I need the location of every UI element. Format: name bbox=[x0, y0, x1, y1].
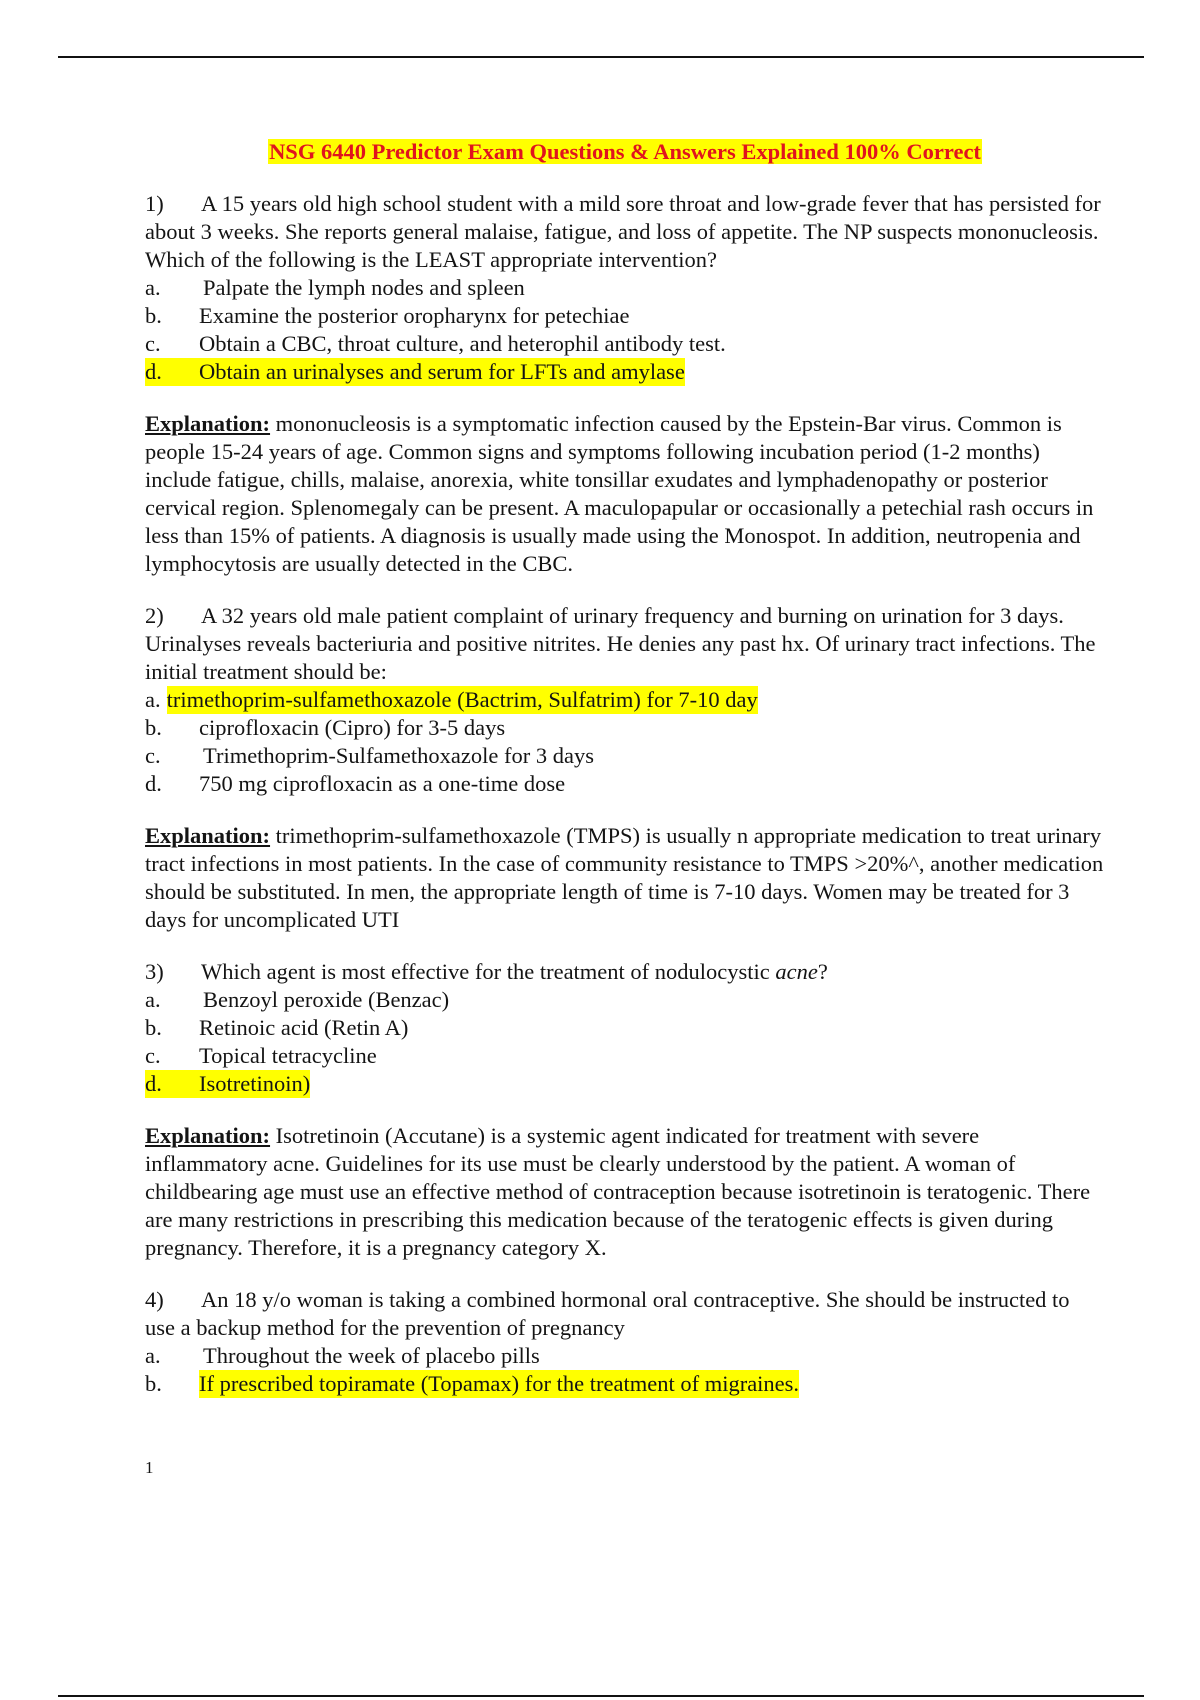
question-stem: A 15 years old high school student with a mild sore throat and low-grade fever that has persisted for about 3 weeks. She reports general malaise, fatigue, and loss of appetite. The NP suspects mononucleosis. Which of the following is the LEAST appropriate intervention? bbox=[145, 191, 1101, 272]
explanation-2 bbox=[145, 822, 1105, 934]
question-text bbox=[145, 602, 1105, 686]
option-a bbox=[145, 986, 1105, 1014]
option-b bbox=[145, 302, 1105, 330]
option-marker: a. bbox=[145, 687, 161, 712]
document-body bbox=[145, 138, 1105, 1422]
option-text: 750 mg ciprofloxacin as a one-time dose bbox=[199, 771, 566, 796]
option-text: trimethoprim-sulfamethoxazole (Bactrim, Sulfatrim) for 7-10 day bbox=[166, 687, 758, 712]
option-a bbox=[145, 1342, 1105, 1370]
option-c bbox=[145, 330, 1105, 358]
question-stem: An 18 y/o woman is taking a combined hormonal oral contraceptive. She should be instructed to use a backup method for the prevention of pregnancy bbox=[145, 1287, 1070, 1340]
explanation-text: mononucleosis is a symptomatic infection caused by the Epstein-Bar virus. Common is people 15-24 years of age. Common signs and symptoms following incubation period (1-2 months) include fatigue, chills, malaise, anorexia, white tonsillar exudates and lymphadenopathy or posterior cervical region. Splenomegaly can be present. A maculopapular or occasionally a petechial rash occurs in less than 15% of patients. A diagnosis is usually made using the Monospot. In addition, neutropenia and lymphocytosis are usually detected in the CBC. bbox=[145, 411, 1094, 576]
header-rule bbox=[58, 56, 1144, 58]
option-text: Retinoic acid (Retin A) bbox=[199, 1015, 409, 1040]
question-4 bbox=[145, 1286, 1105, 1398]
explanation-1 bbox=[145, 410, 1105, 578]
option-text: Topical tetracycline bbox=[199, 1043, 377, 1068]
option-marker: b. bbox=[145, 715, 162, 740]
option-text: Obtain an urinalyses and serum for LFTs and amylase bbox=[199, 359, 685, 384]
option-marker: a. bbox=[145, 1343, 161, 1368]
question-number: 1) bbox=[145, 191, 164, 216]
footer-rule bbox=[58, 1695, 1144, 1697]
option-a bbox=[145, 274, 1105, 302]
option-marker: d. bbox=[145, 771, 162, 796]
option-text: Isotretinoin) bbox=[199, 1071, 311, 1096]
option-d-correct-answer bbox=[145, 358, 1105, 386]
option-c bbox=[145, 742, 1105, 770]
question-text bbox=[145, 1286, 1105, 1342]
option-text: Benzoyl peroxide (Benzac) bbox=[203, 987, 450, 1012]
question-3 bbox=[145, 958, 1105, 1098]
option-text: Throughout the week of placebo pills bbox=[203, 1343, 540, 1368]
explanation-text: trimethoprim-sulfamethoxazole (TMPS) is usually n appropriate medication to treat urinary tract infections in most patients. In the case of community resistance to TMPS >20%^, another medication should be substituted. In men, the appropriate length of time is 7-10 days. Women may be treated for 3 days for uncomplicated UTI bbox=[145, 823, 1104, 932]
question-stem-italic: acne bbox=[775, 959, 818, 984]
option-marker: b. bbox=[145, 303, 162, 328]
option-marker: a. bbox=[145, 275, 161, 300]
question-number: 3) bbox=[145, 959, 164, 984]
question-1 bbox=[145, 190, 1105, 386]
document-title: NSG 6440 Predictor Exam Questions & Answers Explained 100% Correct bbox=[269, 139, 981, 164]
option-b bbox=[145, 1014, 1105, 1042]
explanation-text: Isotretinoin (Accutane) is a systemic agent indicated for treatment with severe inflammatory acne. Guidelines for its use must be clearly understood by the patient. A woman of childbearing age must use an effective method of contraception because isotretinoin is teratogenic. There are many restrictions in prescribing this medication because of the teratogenic effects is given during pregnancy. Therefore, it is a pregnancy category X. bbox=[145, 1123, 1091, 1260]
option-b bbox=[145, 714, 1105, 742]
option-text: Examine the posterior oropharynx for petechiae bbox=[199, 303, 630, 328]
question-stem: A 32 years old male patient complaint of urinary frequency and burning on urination for 3 days. Urinalyses reveals bacteriuria and positive nitrites. He denies any past hx. Of urinary tract infections. The initial treatment should be: bbox=[145, 603, 1096, 684]
title-block bbox=[145, 138, 1105, 166]
question-stem: Which agent is most effective for the treatment of nodulocystic bbox=[201, 959, 776, 984]
option-marker: a. bbox=[145, 987, 161, 1012]
option-marker: c. bbox=[145, 743, 161, 768]
explanation-label: Explanation: bbox=[145, 823, 271, 848]
option-text: ciprofloxacin (Cipro) for 3-5 days bbox=[199, 715, 506, 740]
question-text bbox=[145, 958, 1105, 986]
option-marker: c. bbox=[145, 331, 161, 356]
explanation-3 bbox=[145, 1122, 1105, 1262]
option-text: Obtain a CBC, throat culture, and heterophil antibody test. bbox=[199, 331, 726, 356]
option-marker: b. bbox=[145, 1015, 162, 1040]
option-c bbox=[145, 1042, 1105, 1070]
option-d bbox=[145, 770, 1105, 798]
explanation-label: Explanation: bbox=[145, 1123, 271, 1148]
question-number: 2) bbox=[145, 603, 164, 628]
option-text: Trimethoprim-Sulfamethoxazole for 3 days bbox=[203, 743, 594, 768]
option-a-correct-answer bbox=[145, 686, 1105, 714]
page-number: 1 bbox=[145, 1458, 154, 1477]
question-2 bbox=[145, 602, 1105, 798]
option-text: Palpate the lymph nodes and spleen bbox=[203, 275, 525, 300]
option-marker: b. bbox=[145, 1371, 162, 1396]
option-b-correct-answer bbox=[145, 1370, 1105, 1398]
option-marker: d. bbox=[145, 1070, 199, 1098]
option-text: If prescribed topiramate (Topamax) for the treatment of migraines. bbox=[199, 1371, 800, 1396]
explanation-label: Explanation: bbox=[145, 411, 271, 436]
question-number: 4) bbox=[145, 1287, 164, 1312]
option-marker: c. bbox=[145, 1043, 161, 1068]
option-marker: d. bbox=[145, 358, 199, 386]
question-text bbox=[145, 190, 1105, 274]
question-stem-end: ? bbox=[817, 959, 828, 984]
option-d-correct-answer bbox=[145, 1070, 1105, 1098]
